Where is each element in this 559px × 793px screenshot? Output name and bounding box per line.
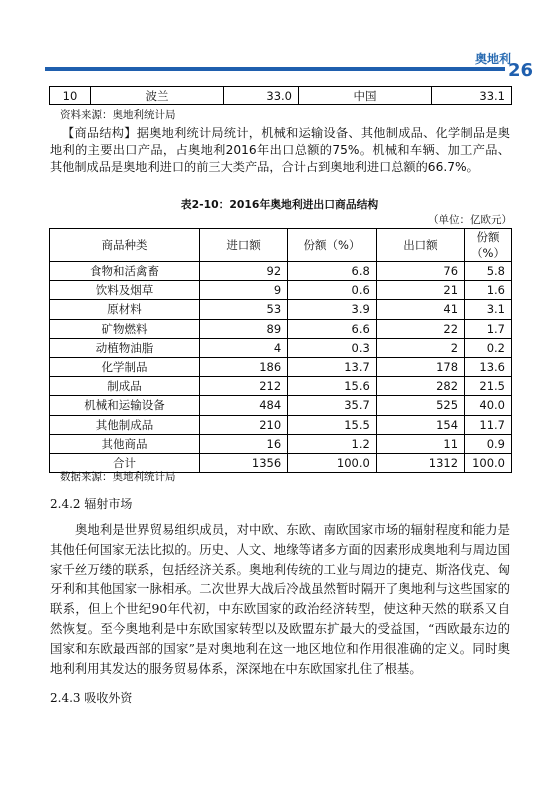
table-cell: 合计 [50,453,200,472]
table-cell: 15.6 [288,377,377,396]
table-row [50,281,512,300]
table-cell: 11.7 [465,415,512,434]
header-title: 奥地利 [474,52,511,66]
table-cell: 矿物燃料 [50,319,200,338]
table-cell: 4 [199,338,287,357]
table-cell: 5.8 [465,262,512,281]
table-cell: 100.0 [465,453,512,472]
table-cell: 210 [199,415,287,434]
table-row [50,434,512,453]
table-cell: 89 [199,319,287,338]
column-header: 进口额 [199,229,287,262]
table-cell: 21 [376,281,464,300]
page-number: 26 [508,60,534,81]
table-cell: 40.0 [465,396,512,415]
table-cell: 9 [199,281,287,300]
table-row [50,357,512,376]
table-cell: 100.0 [288,453,377,472]
table-cell: 3.9 [288,300,377,319]
column-header: 商品种类 [50,229,200,262]
table-cell: 原材料 [50,300,200,319]
table-cell: 其他制成品 [50,415,200,434]
table-cell: 1.7 [465,319,512,338]
table-cell: 3.1 [465,300,512,319]
continuation-table [49,86,512,105]
table-cell: 食物和活禽畜 [50,262,200,281]
table-cell: 21.5 [465,377,512,396]
table-cell: 525 [376,396,464,415]
table-cell: 212 [199,377,287,396]
table-cell: 484 [199,396,287,415]
table-cell: 53 [199,300,287,319]
table-cell: 1.6 [465,281,512,300]
table-cell: 154 [376,415,464,434]
section-heading: 2.4.3 吸收外资 [50,691,133,705]
table-cell: 2 [376,338,464,357]
country-cell: 中国 [299,87,432,105]
table-cell: 178 [376,357,464,376]
table-row [50,319,512,338]
table-row [50,396,512,415]
source-note: 资料来源：奥地利统计局 [60,109,176,121]
table-cell: 1356 [199,453,287,472]
table-cell: 机械和运输设备 [50,396,200,415]
table-cell: 化学制品 [50,357,200,376]
source-note: 数据来源：奥地利统计局 [60,471,176,483]
table-row [50,262,512,281]
table-cell: 制成品 [50,377,200,396]
table-cell: 16 [199,434,287,453]
table-cell: 92 [199,262,287,281]
table-cell: 0.6 [288,281,377,300]
table-row [50,377,512,396]
table-cell: 186 [199,357,287,376]
trade-structure-table [49,228,512,473]
table-row [50,87,512,105]
paragraph-commodity-structure: 【商品结构】据奥地利统计局统计，机械和运输设备、其他制成品、化学制品是奥地利的主要出口产品，占奥地利2016年出口总额的75%。机械和车辆、加工产品、其他制成品是奥地利进口的前三大类产品，合计占到奥地利进口总额的66.7%。 [50,126,510,174]
table-cell: 0.9 [465,434,512,453]
table-cell: 饮料及烟草 [50,281,200,300]
header-rule [45,67,505,71]
table-cell: 0.2 [465,338,512,357]
table-title: 表2-10：2016年奥地利进出口商品结构 [180,198,379,211]
value-cell: 33.1 [432,87,512,105]
table-cell: 6.8 [288,262,377,281]
table-cell: 0.3 [288,338,377,357]
table-row [50,338,512,357]
country-cell: 波兰 [91,87,224,105]
table-cell: 76 [376,262,464,281]
table-cell: 6.6 [288,319,377,338]
table-row [50,300,512,319]
column-header: 份额（%） [465,229,512,262]
value-cell: 33.0 [224,87,299,105]
section-heading: 2.4.2 辐射市场 [50,497,133,511]
table-cell: 15.5 [288,415,377,434]
table-cell: 1.2 [288,434,377,453]
table-cell: 282 [376,377,464,396]
table-cell: 41 [376,300,464,319]
table-cell: 13.6 [465,357,512,376]
table-cell: 13.7 [288,357,377,376]
table-cell: 22 [376,319,464,338]
table-header-row [50,229,512,262]
table-cell: 动植物油脂 [50,338,200,357]
table-cell: 11 [376,434,464,453]
column-header: 份额（%） [288,229,377,262]
table-cell: 其他商品 [50,434,200,453]
table-row [50,415,512,434]
table-cell: 35.7 [288,396,377,415]
rank-cell: 10 [50,87,91,105]
table-unit: （单位：亿欧元） [428,214,512,226]
paragraph-radiation-market: 奥地利是世界贸易组织成员，对中欧、东欧、南欧国家市场的辐射程度和能力是其他任何国家无法比拟的。历史、人文、地缘等诸多方面的因素形成奥地利与周边国家千丝万缕的联系，包括经济关系。奥地利传统的工业与周边的捷克、斯洛伐克、匈牙利和其他国家一脉相承。二次世界大战后冷战虽然暂时隔开了奥地利与这些国家的联系，但上个世纪90年代初，中东欧国家的政治经济转型，使这种天然的联系又自然恢复。至今奥地利是中东欧国家转型以及欧盟东扩最大的受益国，“西欧最东边的国家和东欧最西部的国家”是对奥地利在这一地区地位和作用很准确的定义。同时奥地利利用其发达的服务贸易体系，深深地在中东欧国家扎住了根基。 [50,522,510,676]
table-cell: 1312 [376,453,464,472]
column-header: 出口额 [376,229,464,262]
